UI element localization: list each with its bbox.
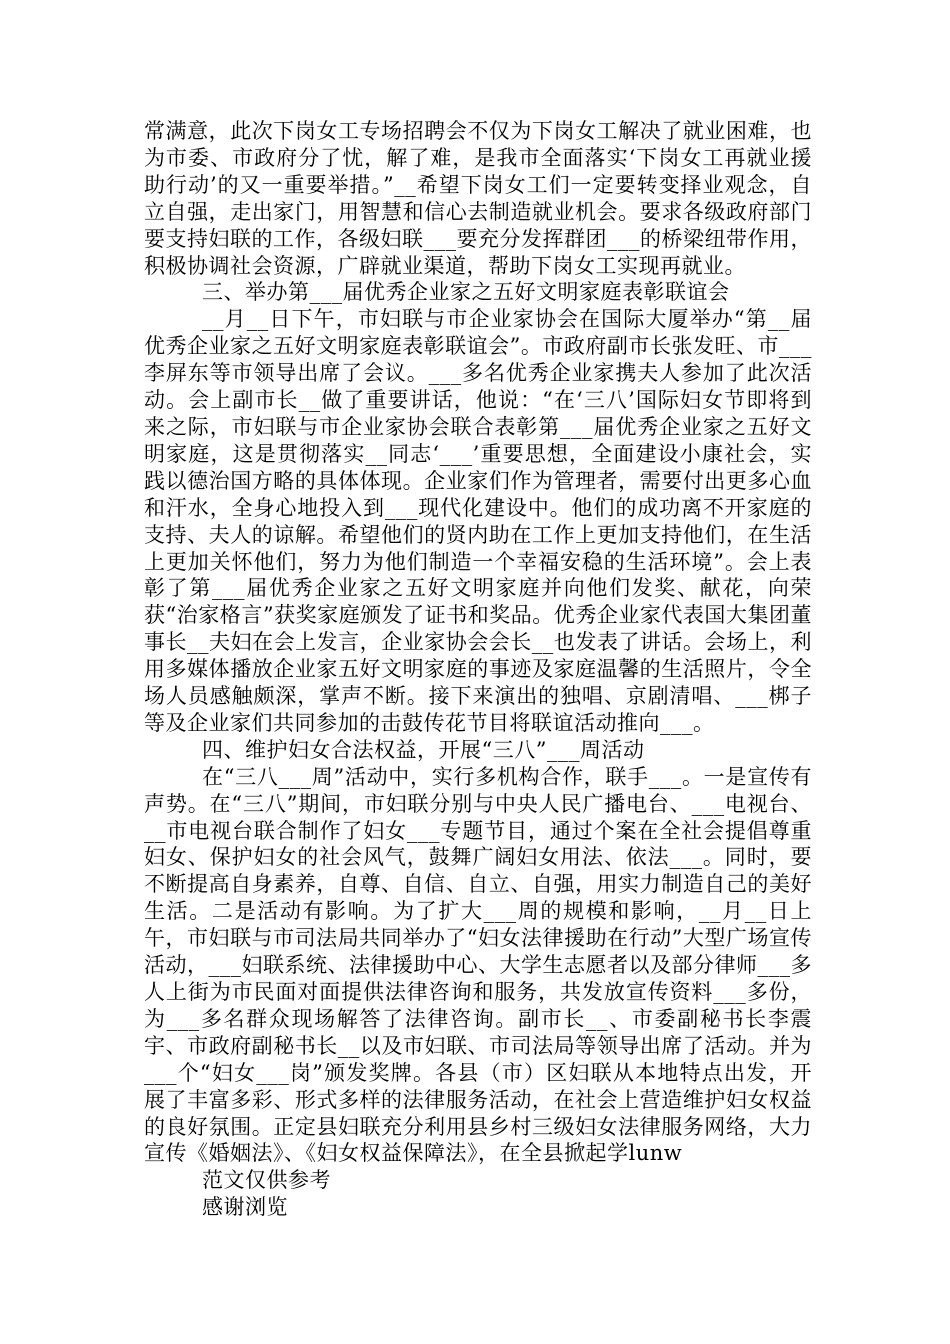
body-paragraph-3: 在“三八___周”活动中，实行多机构合作，联手___。一是宣传有声势。在“三八”期间，市妇联分别与中央人民广播电台、___电视台、__市电视台联合制作了妇女___专题节目，通过个案在全社会提倡尊重妇女、保护妇女的社会风气，鼓舞广阔妇女用法、依法___。同时，要不断提高自身素养，自尊、自信、自立、自强，用实力制造自己的美好生活。二是活动有影响。为了扩大___周的规模和影响，__月__日上午，市妇联与市司法局共同举办了“妇女法律援助在行动”大型广场宣传活动，___妇联系统、法律援助中心、大学生志愿者以及部分律师___多人上街为市民面对面提供法律咨询和服务，共发放宣传资料___多份，为___多名群众现场解答了法律咨询。副市长__、市委副秘书长李震宇、市政府副秘书长__以及市妇联、市司法局等领导出席了活动。并为___个“妇女___岗”颁发奖牌。各县（市）区妇联从本地特点出发，开展了丰富多彩、形式多样的法律服务活动，在社会上营造维护妇女权益的良好氛围。正定县妇联充分利用县乡村三级妇女法律服务网络，大力宣传《婚姻法》、《妇女权益保障法》，在全县掀起学lunw (144, 764, 812, 1166)
section-heading-3: 三、举办第___届优秀企业家之五好文明家庭表彰联谊会 (202, 280, 730, 305)
footer-thanks-note: 感谢浏览 (202, 1195, 288, 1220)
footer-reference-note: 范文仅供参考 (202, 1168, 331, 1193)
body-paragraph-1: 常满意，此次下岗女工专场招聘会不仅为下岗女工解决了就业困难，也为市委、市政府分了忧，解了难，是我市全面落实‘下岗女工再就业援助行动’的又一重要举措。”__希望下岗女工们一定要转变择业观念，自立自强，走出家门，用智慧和信心去制造就业机会。要求各级政府部门要支持妇联的工作，各级妇联___要充分发挥群团___的桥梁纽带作用，积极协调社会资源，广辟就业渠道，帮助下岗女工实现再就业。 (144, 119, 812, 278)
document-page (144, 118, 812, 1221)
section-heading-4: 四、维护妇女合法权益，开展“三八”___周活动 (202, 737, 645, 762)
body-paragraph-2: __月__日下午，市妇联与市企业家协会在国际大厦举办“第__届优秀企业家之五好文明家庭表彰联谊会”。市政府副市长张发旺、市___李屏东等市领导出席了会议。___多名优秀企业家携夫人参加了此次活动。会上副市长__做了重要讲话，他说：“在‘三八’国际妇女节即将到来之际，市妇联与市企业家协会联合表彰第___届优秀企业家之五好文明家庭，这是贯彻落实__同志‘___’重要思想，全面建设小康社会，实践以德治国方略的具体体现。企业家们作为管理者，需要付出更多心血和汗水，全身心地投入到___现代化建设中。他们的成功离不开家庭的支持、夫人的谅解。希望他们的贤内助在工作上更加支持他们，在生活上更加关怀他们，努力为他们制造一个幸福安稳的生活环境”。会上表彰了第___届优秀企业家之五好文明家庭并向他们发奖、献花，向荣获“治家格言”获奖家庭颁发了证书和奖品。优秀企业家代表国大集团董事长__夫妇在会上发言，企业家协会会长__也发表了讲话。会场上，利用多媒体播放企业家五好文明家庭的事迹及家庭温馨的生活照片，令全场人员感触颇深，掌声不断。接下来演出的独唱、京剧清唱、___梆子等及企业家们共同参加的击鼓传花节目将联谊活动推向___。 (144, 307, 812, 735)
